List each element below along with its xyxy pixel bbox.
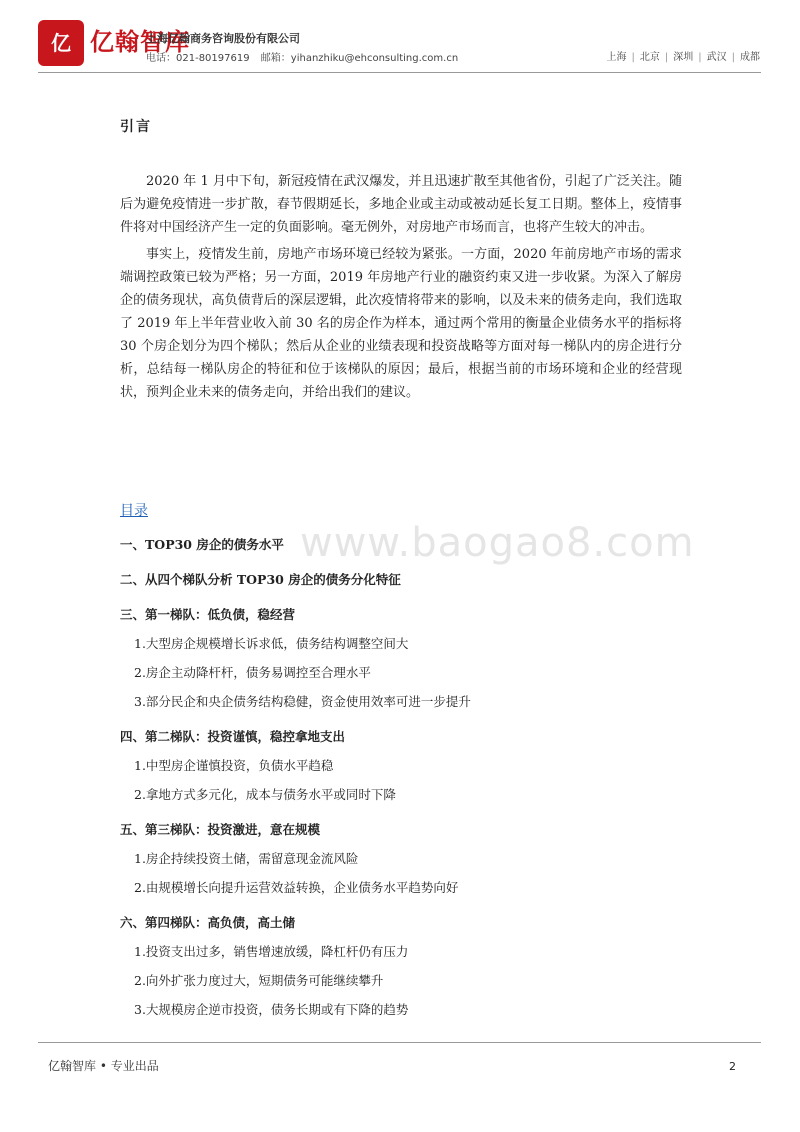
toc-section — [120, 605, 700, 712]
toc-heading[interactable]: 二、从四个梯队分析 TOP30 房企的债务分化特征 — [120, 572, 401, 587]
toc-item[interactable]: 3.大规模房企逆市投资，债务长期或有下降的趋势 — [134, 1002, 409, 1017]
toc-heading[interactable]: 一、TOP30 房企的债务水平 — [120, 537, 284, 552]
toc-section — [120, 535, 700, 555]
city: 深圳 — [673, 52, 694, 63]
toc-item[interactable]: 2.向外扩张力度过大，短期债务可能继续攀升 — [134, 973, 384, 988]
toc-item[interactable]: 1.大型房企规模增长诉求低，债务结构调整空间大 — [134, 636, 409, 651]
toc-section — [120, 727, 700, 805]
page-number: 2 — [729, 1060, 736, 1073]
header-divider — [38, 72, 761, 73]
toc-section — [120, 913, 700, 1020]
toc-heading[interactable]: 五、第三梯队：投资激进，意在规模 — [120, 822, 321, 837]
intro-paragraph: 事实上，疫情发生前，房地产市场环境已经较为紧张。一方面，2020 年前房地产市场的需求端调控政策已较为严格；另一方面，2019 年房地产行业的融资约束又进一步收紧。为深入了解房企的债务现状，高负债背后的深层逻辑，此次疫情将带来的影响，以及未来的债务走向，我们选取了 2019 年上半年营业收入前 30 名的房企作为样本，通过两个常用的衡量企业债务水平的指标将 30 个房企划分为四个梯队；然后从企业的业绩表现和投资战略等方面对每一梯队内的房企进行分析，总结每一梯队房企的特征和位于该梯队的原因；最后，根据当前的市场环境和企业的经营现状，预判企业未来的债务走向，并给出我们的建议。 — [120, 247, 682, 400]
email[interactable]: 邮箱：yihanzhiku@ehconsulting.com.cn — [260, 53, 459, 64]
city: 成都 — [740, 52, 760, 63]
toc-item[interactable]: 2.拿地方式多元化，成本与债务水平或同时下降 — [134, 787, 396, 802]
company-name: 上海亿翰商务咨询股份有限公司 — [146, 32, 300, 45]
toc-heading[interactable]: 六、第四梯队：高负债，高土储 — [120, 915, 296, 930]
toc-item[interactable]: 2.由规模增长向提升运营效益转换，企业债务水平趋势向好 — [134, 880, 459, 895]
city: 上海 — [606, 52, 627, 63]
toc-heading[interactable]: 四、第二梯队：投资谨慎，稳控拿地支出 — [120, 729, 346, 744]
city: 武汉 — [706, 52, 727, 63]
toc-item[interactable]: 3.部分民企和央企债务结构稳健，资金使用效率可进一步提升 — [134, 694, 471, 709]
toc-heading[interactable]: 三、第一梯队：低负债，稳经营 — [120, 607, 296, 622]
phone: 电话：021-80197619 — [146, 53, 250, 64]
intro-body — [120, 170, 682, 408]
intro-heading: 引言 — [120, 119, 152, 135]
toc-item[interactable]: 2.房企主动降杆杆，债务易调控至合理水平 — [134, 665, 371, 680]
contact-info — [146, 49, 458, 64]
office-cities: 上海 | 北京 | 深圳 | 武汉 | 成都 — [606, 52, 760, 63]
table-of-contents — [120, 535, 700, 1035]
footer-tagline: 亿翰智库 • 专业出品 — [48, 1059, 159, 1073]
toc-section — [120, 570, 700, 590]
intro-paragraph: 2020 年 1 月中下旬，新冠疫情在武汉爆发，并且迅速扩散至其他省份，引起了广泛关注。随后为避免疫情进一步扩散，春节假期延长，多地企业或主动或被动延长复工日期。整体上，疫情事件将对中国经济产生一定的负面影响。毫无例外，对房地产市场而言，也将产生较大的冲击。 — [120, 174, 682, 235]
toc-title-link[interactable]: 目录 — [120, 503, 148, 519]
footer-divider — [38, 1042, 761, 1043]
city: 北京 — [639, 52, 660, 63]
watermark: www.baogao8.com — [300, 520, 695, 566]
page-header — [0, 0, 800, 80]
toc-item[interactable]: 1.中型房企谨慎投资，负债水平趋稳 — [134, 758, 334, 773]
logo-text: 亿翰智库 — [90, 28, 190, 56]
toc-section — [120, 820, 700, 898]
toc-item[interactable]: 1.房企持续投资土储，需留意现金流风险 — [134, 851, 359, 866]
company-logo-icon: 亿 — [38, 20, 84, 66]
toc-item[interactable]: 1.投资支出过多，销售增速放缓，降杠杆仍有压力 — [134, 944, 409, 959]
